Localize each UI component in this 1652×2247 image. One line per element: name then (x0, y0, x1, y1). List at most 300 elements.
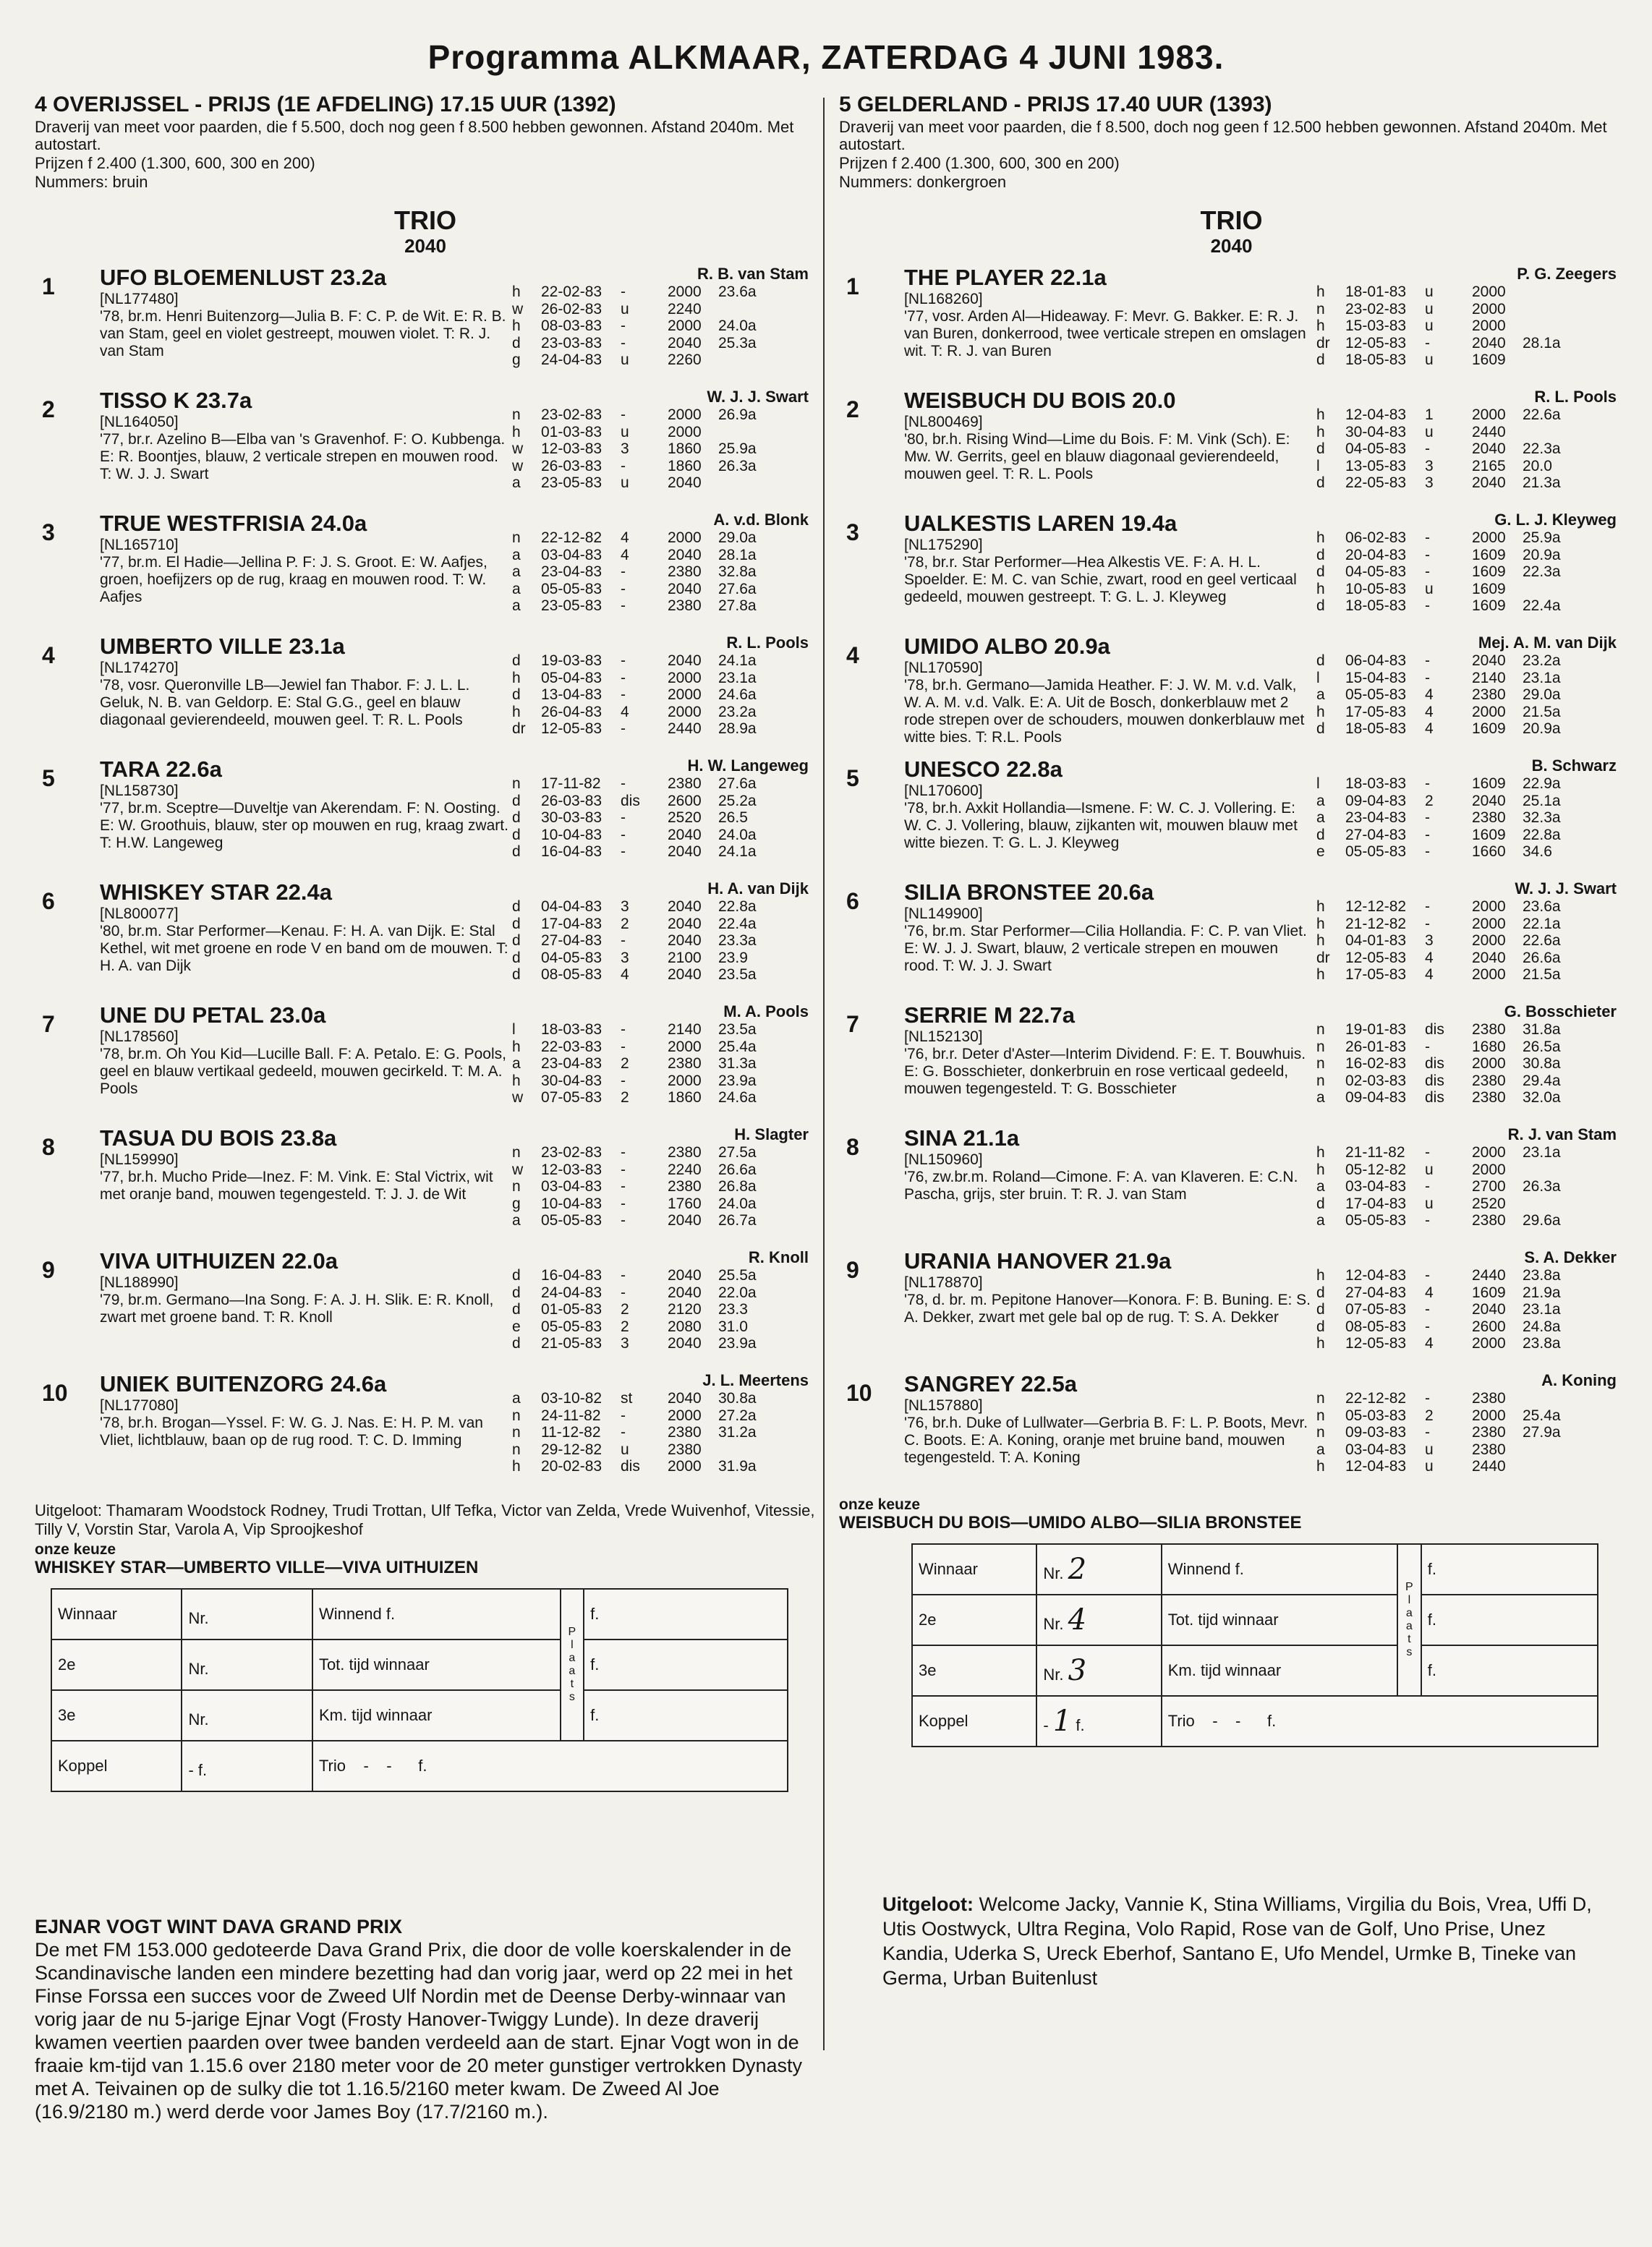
horse-description: '80, br.m. Star Performer—Kenau. F: H. A. van Dijk. E: Stal Kethel, wit met groene en rode V en band om de mouwen. T: H. A. van Dijk (100, 923, 508, 974)
start-time: 31.8a (1523, 1021, 1561, 1038)
driver-name: S. A. Dekker (1524, 1248, 1617, 1266)
start-record (512, 1055, 816, 1073)
track-code: h (512, 423, 521, 440)
start-distance: 2000 (1472, 529, 1506, 546)
horse-name: SILIA BRONSTEE 20.6a (904, 879, 1154, 905)
start-time: 22.8a (1523, 826, 1561, 843)
track-code: h (1316, 898, 1325, 915)
start-date: 12-05-83 (1345, 334, 1407, 351)
race-distance: 2040 (1210, 235, 1253, 257)
track-code: n (512, 1441, 521, 1458)
horse-info (100, 388, 512, 483)
start-time: 20.9a (1523, 720, 1561, 737)
track-code: d (1316, 546, 1325, 563)
track-code: d (1316, 1195, 1325, 1212)
start-record (1316, 301, 1620, 318)
track-code: e (512, 1318, 521, 1335)
horse-number: 8 (846, 1134, 859, 1160)
start-record (1316, 686, 1620, 704)
driver-name: W. J. J. Swart (707, 388, 809, 406)
recent-starts (512, 1144, 816, 1229)
handwritten-winner: 2 (1068, 1553, 1087, 1586)
start-distance: 1660 (1472, 843, 1506, 860)
start-place: st (621, 1390, 633, 1407)
column-divider (823, 98, 825, 2050)
start-distance: 2000 (668, 406, 702, 423)
start-record (1316, 950, 1620, 967)
track-code: a (512, 1055, 521, 1072)
start-date: 05-03-83 (1345, 1407, 1407, 1424)
form-winnaar-label: Winnaar (912, 1544, 1036, 1595)
start-place: - (621, 1144, 626, 1161)
start-time: 23.1a (1523, 1144, 1561, 1161)
horse-info (904, 879, 1316, 975)
start-distance: 2380 (1472, 1424, 1506, 1441)
start-distance: 1680 (1472, 1038, 1506, 1055)
horse-registration: [NL800469] (904, 414, 983, 430)
start-record (1316, 932, 1620, 950)
start-distance: 2000 (668, 669, 702, 686)
start-time: 22.6a (1523, 932, 1561, 949)
start-record (512, 474, 816, 492)
start-distance: 2240 (668, 1161, 702, 1178)
start-place: 2 (621, 1318, 629, 1335)
start-time: 20.9a (1523, 546, 1561, 563)
driver-name: R. J. van Stam (1507, 1125, 1617, 1143)
driver-name: A. Koning (1541, 1371, 1617, 1389)
start-date: 05-05-83 (541, 1318, 603, 1335)
handwritten-koppel: 1 (1052, 1705, 1072, 1738)
start-place: - (1425, 334, 1430, 351)
start-date: 23-02-83 (541, 1144, 603, 1161)
start-time: 23.5a (718, 966, 757, 983)
form-winnend-label: Winnend f. (312, 1589, 561, 1640)
start-record (1316, 775, 1620, 793)
start-distance: 2040 (668, 898, 702, 915)
start-date: 24-04-83 (541, 1284, 603, 1301)
race-numbers: Nummers: bruin (35, 173, 148, 191)
form-plaats-label: P l a a t s (1397, 1544, 1421, 1696)
track-code: g (512, 1195, 521, 1212)
horse-registration: [NL174270] (100, 660, 179, 676)
start-date: 12-04-83 (1345, 1458, 1407, 1475)
start-distance: 2000 (668, 1038, 702, 1055)
start-time: 22.4a (1523, 597, 1561, 614)
start-time: 25.9a (718, 440, 757, 457)
start-distance: 2165 (1472, 457, 1506, 474)
start-distance: 2600 (668, 792, 702, 809)
track-code: h (1316, 283, 1325, 300)
start-distance: 2140 (668, 1021, 702, 1038)
horse-registration: [NL178870] (904, 1274, 983, 1291)
start-time (1523, 301, 1588, 318)
track-code: a (1316, 1212, 1325, 1229)
start-distance: 2040 (1472, 652, 1506, 669)
start-record (512, 652, 816, 670)
track-code: dr (512, 720, 526, 737)
start-place: u (1425, 283, 1434, 300)
horse-name: URANIA HANOVER 21.9a (904, 1248, 1172, 1274)
start-record (512, 1284, 816, 1302)
start-place: 2 (621, 915, 629, 932)
start-record (1316, 335, 1620, 352)
start-record (1316, 1335, 1620, 1352)
track-code: h (512, 1458, 521, 1475)
horse-info (100, 511, 512, 606)
start-time: 24.1a (718, 652, 757, 669)
start-place: - (621, 457, 626, 474)
horse-number: 9 (42, 1257, 55, 1283)
start-record (512, 827, 816, 844)
start-distance: 1609 (1472, 775, 1506, 792)
horse-entry (35, 879, 816, 995)
track-code: a (1316, 1089, 1325, 1106)
form-tot-tijd-label: Tot. tijd winnaar (1162, 1595, 1397, 1645)
horse-registration: [NL168260] (904, 291, 983, 307)
track-code: d (1316, 563, 1325, 580)
track-code: l (1316, 457, 1320, 474)
track-code: a (512, 563, 521, 580)
start-record (512, 916, 816, 933)
track-code: d (1316, 474, 1325, 491)
start-date: 09-03-83 (1345, 1424, 1407, 1441)
recent-starts (1316, 652, 1620, 738)
form-nr-label: Nr. (1043, 1666, 1064, 1684)
start-place: dis (1425, 1021, 1444, 1038)
track-code: h (1316, 703, 1325, 720)
start-record (1316, 1458, 1620, 1475)
start-distance: 2000 (1472, 915, 1506, 932)
track-code: n (1316, 300, 1325, 317)
form-second-label: 2e (912, 1595, 1036, 1645)
horse-name: UNESCO 22.8a (904, 756, 1063, 782)
start-time: 32.3a (1523, 809, 1561, 826)
start-time (1523, 283, 1588, 301)
horse-info (100, 756, 512, 852)
start-distance: 2380 (668, 1055, 702, 1072)
track-code: d (512, 652, 521, 669)
track-code: e (1316, 843, 1325, 860)
track-code: d (512, 966, 521, 983)
start-time: 20.0 (1523, 457, 1552, 474)
start-time: 32.0a (1523, 1089, 1561, 1106)
form-third-label: 3e (912, 1645, 1036, 1696)
track-code: h (1316, 915, 1325, 932)
start-time: 26.7a (718, 1212, 757, 1229)
track-code: d (512, 932, 521, 949)
start-record (1316, 809, 1620, 827)
horse-entry (35, 1371, 816, 1487)
start-place: - (621, 334, 626, 351)
start-record (512, 1089, 816, 1107)
start-time: 24.8a (1523, 1318, 1561, 1335)
start-date: 23-02-83 (541, 406, 603, 423)
horse-info (100, 1371, 512, 1449)
handwritten-second: 4 (1068, 1603, 1087, 1637)
start-time: 28.1a (1523, 334, 1561, 351)
horse-info (100, 634, 512, 729)
horse-description: '76, br.h. Duke of Lullwater—Gerbria B. F: L. P. Boots, Mevr. C. Boots. E: A. Koning, oranje met bruine band, mouwen tegengesteld. T: A. Koning (904, 1415, 1308, 1466)
horse-name: SINA 21.1a (904, 1125, 1020, 1151)
start-date: 26-04-83 (541, 703, 603, 720)
start-place: - (621, 809, 626, 826)
start-record (512, 283, 816, 301)
start-date: 03-04-83 (541, 546, 603, 563)
start-record (512, 793, 816, 810)
horse-registration: [NL170590] (904, 660, 983, 676)
track-code: n (512, 529, 521, 546)
horse-info (904, 1248, 1316, 1326)
start-distance: 2040 (1472, 440, 1506, 457)
horse-number: 1 (846, 273, 859, 299)
horse-name: THE PLAYER 22.1a (904, 265, 1107, 290)
track-code: g (512, 351, 521, 368)
horse-name: TISSO K 23.7a (100, 388, 252, 413)
result-form: Winnaar Nr. Winnend f. P l a a t s f. 2e Nr. Tot. tijd winnaar f. 3e Nr. Km. tijd winnaar f. Koppel - f. Trio - - f. (51, 1588, 788, 1792)
form-nr-label: Nr. (1043, 1615, 1064, 1633)
start-record (1316, 1039, 1620, 1056)
track-code: n (1316, 1390, 1325, 1407)
start-date: 12-03-83 (541, 440, 603, 457)
uitgeloot-names: Welcome Jacky, Vannie K, Stina Williams, Virgilia du Bois, Vrea, Uffi D, Utis Oostwyck, Ultra Regina, Volo Rapid, Rose van de Golf, Uno Prise, Unez Kandia, Uderka S, Ureck Eberhof, Santano E, Ufo Mendel, Urmke B, Tineke van Germa, Urban Buitenlust (882, 1893, 1592, 1989)
start-distance: 1860 (668, 1089, 702, 1106)
start-date: 15-04-83 (1345, 669, 1407, 686)
start-place: - (621, 1038, 626, 1055)
horse-number: 8 (42, 1134, 55, 1160)
start-time: 31.0 (718, 1318, 748, 1335)
horse-name: WHISKEY STAR 22.4a (100, 879, 333, 905)
start-distance: 2380 (1472, 1212, 1506, 1229)
track-code: d (512, 792, 521, 809)
start-record (512, 1161, 816, 1179)
track-code: d (512, 1284, 521, 1301)
form-third-label: 3e (51, 1690, 182, 1741)
horse-registration: [NL152130] (904, 1028, 983, 1045)
start-distance: 2000 (1472, 283, 1506, 300)
horse-name: VIVA UITHUIZEN 22.0a (100, 1248, 339, 1274)
start-place: 4 (621, 546, 629, 563)
start-place: - (1425, 1318, 1430, 1335)
driver-name: M. A. Pools (723, 1002, 809, 1020)
start-distance: 2520 (1472, 1195, 1506, 1212)
start-place: - (1425, 1424, 1430, 1441)
horse-description: '78, br.m. Henri Buitenzorg—Julia B. F: C. P. de Wit. E: R. B. van Stam, geel en violet gestreept, mouwen violet. T: R. J. van Stam (100, 308, 506, 359)
start-date: 23-05-83 (541, 597, 603, 614)
driver-name: R. B. van Stam (697, 265, 809, 283)
start-distance: 1609 (1472, 563, 1506, 580)
track-code: d (1316, 652, 1325, 669)
horse-entry (839, 1002, 1624, 1118)
track-code: a (512, 580, 521, 597)
start-time (718, 351, 783, 369)
horse-entry (839, 756, 1624, 872)
track-code: h (1316, 1267, 1325, 1284)
recent-starts (512, 1267, 816, 1352)
start-time: 27.2a (718, 1407, 757, 1424)
start-place: - (621, 1161, 626, 1178)
track-code: n (512, 775, 521, 792)
start-date: 16-04-83 (541, 843, 603, 860)
driver-name: Mej. A. M. van Dijk (1478, 634, 1617, 652)
start-time: 23.2a (718, 703, 757, 720)
start-time: 28.1a (718, 546, 757, 563)
start-distance: 2380 (1472, 1441, 1506, 1458)
start-distance: 2040 (1472, 334, 1506, 351)
start-time: 22.0a (718, 1284, 757, 1301)
start-distance: 2000 (668, 283, 702, 300)
horse-registration: [NL178560] (100, 1028, 179, 1045)
horse-description: '77, br.m. Sceptre—Duveltje van Akerendam. F: N. Oosting. E: W. Groothuis, blauw, ster op mouwen en rug, kraag zwart. T: H.W. Langeweg (100, 800, 508, 851)
start-date: 19-01-83 (1345, 1021, 1407, 1038)
start-record (512, 597, 816, 615)
horse-info (100, 1002, 512, 1098)
track-code: n (512, 1178, 521, 1195)
start-place: 2 (1425, 1407, 1434, 1424)
track-code: d (512, 809, 521, 826)
start-place: 4 (621, 703, 629, 720)
start-place: - (621, 597, 626, 614)
start-time: 22.3a (1523, 440, 1561, 457)
start-date: 18-05-83 (1345, 720, 1407, 737)
start-record (1316, 529, 1620, 547)
start-record (1316, 1424, 1620, 1441)
trio-heading: TRIO (1200, 205, 1263, 235)
start-distance: 2380 (1472, 1072, 1506, 1089)
start-record (1316, 1055, 1620, 1073)
track-code: h (512, 317, 521, 334)
track-code: d (512, 826, 521, 843)
horse-list (839, 265, 1624, 1487)
start-date: 03-04-83 (1345, 1178, 1407, 1195)
horse-number: 3 (42, 519, 55, 545)
track-code: w (512, 440, 524, 457)
race-prizes: Prijzen f 2.400 (1.300, 600, 300 en 200) (839, 154, 1120, 172)
track-code: d (1316, 351, 1325, 368)
track-code: d (1316, 1318, 1325, 1335)
horse-name: UMIDO ALBO 20.9a (904, 634, 1110, 659)
track-code: n (1316, 1424, 1325, 1441)
horse-registration: [NL158730] (100, 783, 179, 799)
horse-registration: [NL170600] (904, 783, 983, 799)
start-date: 23-04-83 (541, 563, 603, 580)
horse-entry (35, 388, 816, 503)
start-record (512, 898, 816, 916)
start-record (1316, 1144, 1620, 1161)
horse-entry (35, 756, 816, 872)
start-place: - (621, 1212, 626, 1229)
start-place: u (621, 300, 629, 317)
start-record (1316, 966, 1620, 984)
start-record (1316, 1073, 1620, 1090)
start-date: 04-04-83 (541, 898, 603, 915)
start-place: - (621, 1267, 626, 1284)
start-date: 10-05-83 (1345, 580, 1407, 597)
start-distance: 2380 (1472, 1089, 1506, 1106)
horse-description: '80, br.h. Rising Wind—Lime du Bois. F: M. Vink (Sch). E: Mw. W. Gerrits, geel en blauw diagonaal gevierendeeld, mouwen geel. T: R. L. Pools (904, 431, 1290, 482)
start-date: 03-10-82 (541, 1390, 603, 1407)
start-place: u (1425, 1195, 1434, 1212)
start-record (512, 1212, 816, 1229)
track-code: a (1316, 1178, 1325, 1195)
start-distance: 2440 (1472, 1267, 1506, 1284)
start-distance: 1609 (1472, 580, 1506, 597)
track-code: n (1316, 1055, 1325, 1072)
track-code: d (512, 1301, 521, 1318)
start-record (512, 932, 816, 950)
start-date: 30-04-83 (541, 1072, 603, 1089)
start-date: 21-05-83 (541, 1335, 603, 1352)
horse-description: '78, vosr. Queronville LB—Jewiel fan Thabor. F: J. L. L. Geluk, N. B. van Geldorp. E: Stal G.G., geel en blauw diagonaal gevierendeeld, mouwen geel. T: R. L. Pools (100, 677, 470, 728)
start-time: 26.3a (718, 457, 757, 474)
start-distance: 2000 (668, 423, 702, 440)
race-conditions: Draverij van meet voor paarden, die f 5.500, doch nog geen f 8.500 hebben gewonnen. Afstand 2040m. Met autostart. (35, 118, 794, 153)
start-time: 26.5a (1523, 1038, 1561, 1055)
recent-starts (1316, 898, 1620, 984)
start-place: 3 (621, 898, 629, 915)
start-date: 05-05-83 (1345, 843, 1407, 860)
start-date: 23-05-83 (541, 474, 603, 491)
form-plaats-label: P l a a t s (561, 1589, 584, 1741)
start-distance: 2040 (668, 652, 702, 669)
start-date: 18-05-83 (1345, 351, 1407, 368)
start-record (1316, 1267, 1620, 1284)
recent-starts (1316, 1267, 1620, 1352)
horse-name: UNIEK BUITENZORG 24.6a (100, 1371, 387, 1397)
start-place: u (1425, 423, 1434, 440)
start-date: 11-12-82 (541, 1424, 601, 1441)
start-distance: 2040 (668, 546, 702, 563)
start-distance: 2040 (668, 826, 702, 843)
track-code: d (1316, 440, 1325, 457)
track-code: d (512, 686, 521, 703)
result-form: Winnaar Nr. 2 Winnend f. P l a a t s f. 2e Nr. 4 Tot. tijd winnaar f. 3e Nr. 3 Km. tijd winnaar f. Koppel - 1 f. Trio - - f. (911, 1543, 1598, 1747)
start-date: 27-04-83 (541, 932, 603, 949)
horse-name: UALKESTIS LAREN 19.4a (904, 511, 1178, 536)
track-code: a (1316, 1441, 1325, 1458)
start-place: - (1425, 1390, 1430, 1407)
recent-starts (512, 898, 816, 984)
start-distance: 2380 (668, 563, 702, 580)
driver-name: B. Schwarz (1531, 756, 1617, 775)
start-time: 24.0a (718, 826, 757, 843)
start-time: 23.8a (1523, 1267, 1561, 1284)
start-place: - (621, 563, 626, 580)
start-place: 4 (1425, 966, 1434, 983)
start-time: 21.5a (1523, 966, 1561, 983)
track-code: d (512, 1335, 521, 1352)
recent-starts (512, 283, 816, 369)
track-code: a (512, 597, 521, 614)
start-place: 2 (621, 1301, 629, 1318)
start-date: 27-04-83 (1345, 826, 1407, 843)
start-record (512, 440, 816, 458)
start-date: 12-03-83 (541, 1161, 603, 1178)
start-record (512, 406, 816, 424)
form-winnaar-label: Winnaar (51, 1589, 182, 1640)
start-distance: 2040 (668, 580, 702, 597)
horse-number: 3 (846, 519, 859, 545)
start-date: 22-03-83 (541, 1038, 603, 1055)
horse-description: '78, br.m. Oh You Kid—Lucille Ball. F: A. Petalo. E: G. Pools, geel en blauw vertikaal gedeeld, mouwen gecirkeld. T: M. A. Pools (100, 1046, 506, 1097)
start-distance: 2520 (668, 809, 702, 826)
track-code: a (1316, 792, 1325, 809)
start-distance: 2040 (1472, 474, 1506, 491)
start-distance: 2000 (668, 686, 702, 703)
handwritten-third: 3 (1068, 1654, 1087, 1687)
start-record (1316, 720, 1620, 738)
start-time: 27.5a (718, 1144, 757, 1161)
form-plaats-1: f. (584, 1589, 788, 1640)
